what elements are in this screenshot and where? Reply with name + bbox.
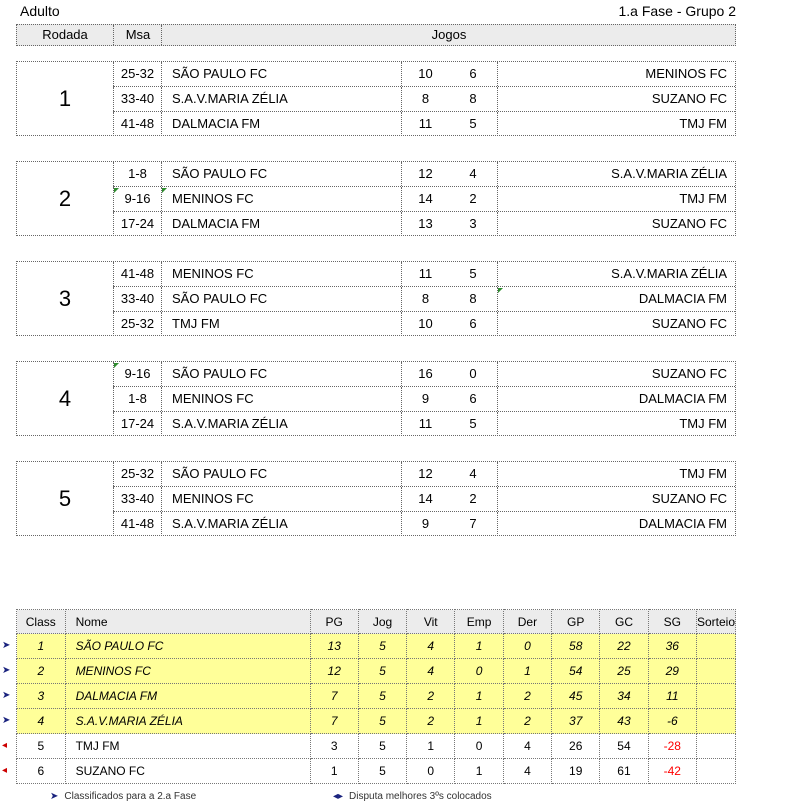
standings-gc: 61 [600,759,648,784]
col-vit: Vit [407,610,455,634]
game-away-goals: 5 [469,416,477,431]
standings-row [17,759,736,784]
standings-vit: 0 [407,759,455,784]
col-emp: Emp [455,610,503,634]
standings-name: SUZANO FC [65,759,310,784]
eliminated-arrow-icon: ◂ [2,740,8,751]
game-home-team: SÃO PAULO FC [161,287,401,311]
round-number: 3 [58,286,72,311]
game-row [113,311,735,337]
game-home-goals: 12 [401,162,449,186]
round-5 [16,461,736,536]
standings-gp: 26 [552,734,600,759]
standings-der: 4 [503,759,551,784]
game-away-team: TMJ FM [497,187,735,211]
game-home-goals: 11 [401,412,449,436]
standings-class: 6 [17,759,66,784]
standings-sorteio [696,659,735,684]
game-away-goals: 5 [469,116,477,131]
game-away-goals: 8 [469,91,477,106]
standings-class: 1 [17,634,66,659]
standings-class: 4 [17,709,66,734]
game-msa: 33-40 [113,287,161,311]
jogos-header: Jogos [161,25,736,45]
game-msa: 41-48 [113,512,161,536]
col-jog: Jog [358,610,406,634]
game-msa: 17-24 [113,212,161,236]
standings-sg: -42 [648,759,696,784]
game-home-goals: 10 [401,62,449,86]
standings-pg: 7 [310,709,358,734]
standings-class: 5 [17,734,66,759]
game-away-team: S.A.V.MARIA ZÉLIA [497,262,735,286]
game-msa: 17-24 [113,412,161,436]
game-home-goals: 8 [401,87,449,111]
standings-gc: 22 [600,634,648,659]
qualified-arrow-icon: ➤ [2,665,11,676]
round-3 [16,261,736,336]
round-number: 5 [58,486,72,511]
game-away-goals: 8 [469,291,477,306]
col-sg: SG [648,610,696,634]
game-home-team: S.A.V.MARIA ZÉLIA [161,512,401,536]
game-away-team: SUZANO FC [497,312,735,336]
standings-emp: 0 [455,734,503,759]
standings-row [17,634,736,659]
col-gc: GC [600,610,648,634]
standings-vit: 2 [407,684,455,709]
game-home-team: SÃO PAULO FC [161,462,401,486]
round-number: 4 [58,386,72,411]
standings-name: S.A.V.MARIA ZÉLIA [65,709,310,734]
game-msa: 25-32 [113,462,161,486]
game-away-team: TMJ FM [497,112,735,136]
col-der: Der [503,610,551,634]
standings-jog: 5 [358,734,406,759]
game-home-team: MENINOS FC [161,487,401,511]
standings-der: 2 [503,684,551,709]
game-away-team: DALMACIA FM [497,287,735,311]
game-home-goals: 11 [401,262,449,286]
game-away-goals: 2 [469,191,477,206]
game-msa: 1-8 [113,387,161,411]
col-nome: Nome [65,610,310,634]
standings-row [17,734,736,759]
game-row [113,362,735,387]
game-away-goals: 6 [469,391,477,406]
game-row [113,486,735,512]
standings-der: 2 [503,709,551,734]
standings-der: 1 [503,659,551,684]
standings-der: 0 [503,634,551,659]
round-number: 1 [58,86,72,111]
legend-third-place-label: Disputa melhores 3ºs colocados [349,791,492,802]
standings-vit: 1 [407,734,455,759]
legend-qualified [50,791,196,802]
standings-name: SÃO PAULO FC [65,634,310,659]
standings-gc: 25 [600,659,648,684]
standings-sg: 29 [648,659,696,684]
comment-marker-icon [498,288,503,312]
standings-emp: 1 [455,684,503,709]
standings-jog: 5 [358,759,406,784]
standings-sg: 36 [648,634,696,659]
game-row [113,211,735,237]
game-away-team: SUZANO FC [497,487,735,511]
standings-gp: 37 [552,709,600,734]
standings-vit: 4 [407,659,455,684]
standings-sg: -6 [648,709,696,734]
qualified-arrow-icon: ➤ [2,715,11,726]
game-away-goals: 6 [469,316,477,331]
standings-header-row [17,610,736,634]
standings-gp: 54 [552,659,600,684]
game-row [113,262,735,287]
phase-title: 1.a Fase - Grupo 2 [618,3,736,19]
category-title: Adulto [20,3,60,19]
game-home-team: SÃO PAULO FC [161,362,401,386]
standings-emp: 1 [455,709,503,734]
game-home-goals: 12 [401,462,449,486]
game-row [113,286,735,312]
game-home-goals: 16 [401,362,449,386]
game-away-team: SUZANO FC [497,87,735,111]
game-row [113,386,735,412]
game-msa: 33-40 [113,87,161,111]
standings-gc: 34 [600,684,648,709]
game-away-goals: 5 [469,266,477,281]
msa-header: Msa [113,25,162,45]
standings-row [17,709,736,734]
game-home-team: SÃO PAULO FC [161,62,401,86]
game-row [113,462,735,487]
game-home-goals: 10 [401,312,449,336]
game-away-goals: 4 [469,466,477,481]
game-away-goals: 2 [469,491,477,506]
standings-der: 4 [503,734,551,759]
standings-pg: 3 [310,734,358,759]
game-msa: 9-16 [113,362,161,386]
qualified-arrow-icon: ➤ [2,640,11,651]
game-row [113,411,735,437]
round-number: 2 [58,186,72,211]
standings-class: 3 [17,684,66,709]
standings-pg: 7 [310,684,358,709]
game-away-team: MENINOS FC [497,62,735,86]
round-2 [16,161,736,236]
standings-gc: 54 [600,734,648,759]
game-home-team: SÃO PAULO FC [161,162,401,186]
standings-sorteio [696,734,735,759]
game-home-team: MENINOS FC [161,187,401,211]
game-msa: 33-40 [113,487,161,511]
game-home-goals: 14 [401,487,449,511]
game-away-team: TMJ FM [497,412,735,436]
rounds-header [16,24,736,46]
standings-emp: 1 [455,759,503,784]
col-sorteio: Sorteio [696,610,735,634]
game-home-goals: 13 [401,212,449,236]
col-pg: PG [310,610,358,634]
comment-marker-icon [162,188,167,212]
standings-gc: 43 [600,709,648,734]
game-away-team: SUZANO FC [497,362,735,386]
standings-table [16,609,736,784]
game-row [113,186,735,212]
standings-vit: 4 [407,634,455,659]
double-arrow-icon: ◂▸ [333,791,344,802]
standings-sorteio [696,634,735,659]
game-home-goals: 11 [401,112,449,136]
game-away-team: DALMACIA FM [497,512,735,536]
standings-jog: 5 [358,709,406,734]
qualified-arrow-icon: ➤ [2,690,11,701]
game-row [113,162,735,187]
game-away-goals: 7 [469,516,477,531]
game-away-team: TMJ FM [497,462,735,486]
game-row [113,86,735,112]
game-home-goals: 8 [401,287,449,311]
standings-gp: 45 [552,684,600,709]
standings-sorteio [696,684,735,709]
game-home-team: MENINOS FC [161,387,401,411]
legend-third-place [333,791,492,802]
standings-gp: 58 [552,634,600,659]
game-home-goals: 9 [401,387,449,411]
standings-gp: 19 [552,759,600,784]
game-home-goals: 14 [401,187,449,211]
standings-jog: 5 [358,634,406,659]
col-class: Class [17,610,66,634]
game-away-team: S.A.V.MARIA ZÉLIA [497,162,735,186]
standings-class: 2 [17,659,66,684]
game-row [113,511,735,537]
standings-name: TMJ FM [65,734,310,759]
comment-marker-icon [114,363,119,387]
standings-emp: 1 [455,634,503,659]
game-away-goals: 4 [469,166,477,181]
round-4 [16,361,736,436]
game-home-team: MENINOS FC [161,262,401,286]
legend-qualified-label: Classificados para a 2.a Fase [64,791,197,802]
game-msa: 41-48 [113,262,161,286]
game-home-team: S.A.V.MARIA ZÉLIA [161,412,401,436]
game-home-team: S.A.V.MARIA ZÉLIA [161,87,401,111]
standings-sg: -28 [648,734,696,759]
standings-name: MENINOS FC [65,659,310,684]
game-row [113,111,735,137]
game-home-goals: 9 [401,512,449,536]
standings-pg: 13 [310,634,358,659]
rodada-header: Rodada [42,27,88,42]
standings-row [17,684,736,709]
game-msa: 9-16 [113,187,161,211]
game-away-team: DALMACIA FM [497,387,735,411]
game-msa: 25-32 [113,62,161,86]
game-away-team: SUZANO FC [497,212,735,236]
game-msa: 41-48 [113,112,161,136]
eliminated-arrow-icon: ◂ [2,765,8,776]
comment-marker-icon [114,188,119,212]
standings-sorteio [696,759,735,784]
game-msa: 25-32 [113,312,161,336]
game-msa: 1-8 [113,162,161,186]
standings-vit: 2 [407,709,455,734]
standings-name: DALMACIA FM [65,684,310,709]
standings-row [17,659,736,684]
game-home-team: DALMACIA FM [161,212,401,236]
standings-sg: 11 [648,684,696,709]
standings-emp: 0 [455,659,503,684]
standings-pg: 12 [310,659,358,684]
col-gp: GP [552,610,600,634]
qualified-arrow-icon: ➤ [50,791,59,802]
round-1 [16,61,736,136]
game-away-goals: 6 [469,66,477,81]
standings-jog: 5 [358,659,406,684]
game-home-team: TMJ FM [161,312,401,336]
game-away-goals: 3 [469,216,477,231]
game-row [113,62,735,87]
standings-jog: 5 [358,684,406,709]
game-away-goals: 0 [469,366,477,381]
standings-sorteio [696,709,735,734]
standings-pg: 1 [310,759,358,784]
game-home-team: DALMACIA FM [161,112,401,136]
